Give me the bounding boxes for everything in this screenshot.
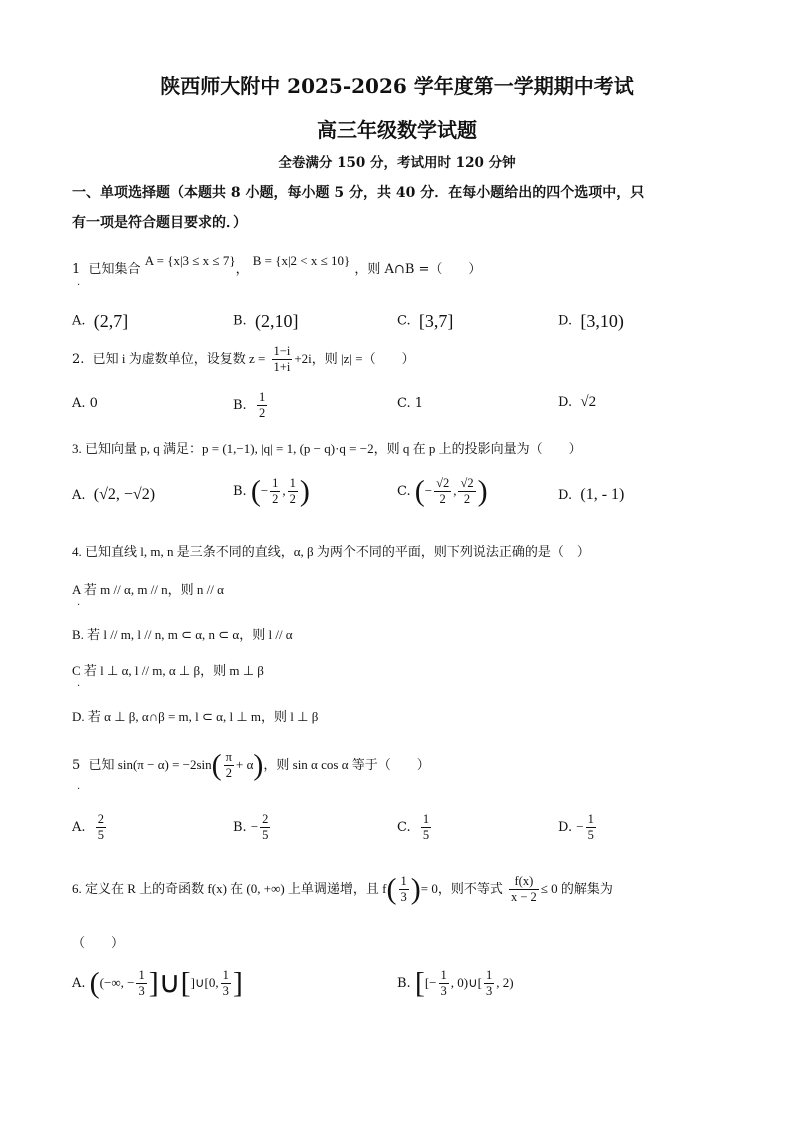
q1-prefix: 已知集合: [88, 262, 141, 277]
q3-option-a[interactable]: A. (√2, −√2): [72, 486, 156, 503]
q1-set-a: A = {x|3 ≤ x ≤ 7}: [144, 253, 236, 268]
section-heading-line2: 有一项是符合题目要求的．）: [72, 215, 247, 231]
q4-option-a[interactable]: A 若 m // α, m // n，则 n // α: [72, 582, 224, 597]
q1-option-b[interactable]: B. (2,10]: [233, 311, 299, 331]
q5-option-c[interactable]: C. $\frac{1}{5}$: [397, 812, 430, 842]
q1-option-d[interactable]: D. [3,10): [558, 311, 624, 331]
q1-option-a[interactable]: A. (2,7]: [72, 311, 129, 331]
section-heading-line1: 一、单项选择题（本题共 8 小题，每小题 5 分，共 40 分．在每小题给出的四个选项中，只: [72, 185, 645, 201]
question-5: 5 已知 sin(π − α) = −2sin( $\frac{\pi}{2}$ + α)，则 sin α cos α 等于（ ）: [72, 748, 430, 782]
q4-option-d[interactable]: D. 若 α ⊥ β, α∩β = m, l ⊂ α, l ⊥ m，则 l ⊥ β: [72, 709, 319, 724]
q4-option-c[interactable]: C 若 l ⊥ α, l // m, α ⊥ β，则 m ⊥ β: [72, 663, 264, 678]
q4-option-b[interactable]: B. 若 l // m, l // n, m ⊂ α, n ⊂ α，则 l // α: [72, 627, 293, 642]
q6-option-b[interactable]: B. [[− $\frac{1}{3}$ , 0)∪[ $\frac{1}{3}$ , 2): [397, 966, 514, 1000]
q1-set-b: B = {x|2 < x ≤ 10}: [252, 253, 351, 268]
q1-tail: ，则 A∩B =（ ）: [354, 262, 482, 277]
q5-option-a[interactable]: A. $\frac{2}{5}$: [72, 812, 105, 842]
q6-option-a[interactable]: A. ((−∞, − $\frac{1}{3}$ ]∪[]∪[0, $\frac{1}{3}$ ]: [72, 966, 243, 1000]
q1-number: 1: [72, 262, 81, 277]
question-1: 1 已知集合 A = {x|3 ≤ x ≤ 7}， B = {x|2 < x ≤ 10} ，则 A∩B =（ ）: [72, 253, 482, 277]
q6-answer-paren: （ ）: [72, 936, 125, 951]
q2-option-c[interactable]: C. 1: [397, 396, 424, 411]
q2-option-b[interactable]: B. $\frac{1}{2}$: [233, 390, 266, 420]
question-2: 2. 已知 i 为虚数单位，设复数 z = $\frac{1-i}{1+i}$ +2i，则 |z| =（ ）: [72, 344, 415, 374]
q1-option-c[interactable]: C. [3,7]: [397, 311, 454, 331]
q2-option-a[interactable]: A. 0: [72, 396, 98, 411]
question-4: 4. 已知直线 l, m, n 是三条不同的直线，α, β 为两个不同的平面，则下列说法正确的是（ ）: [72, 544, 590, 559]
q3-option-b[interactable]: B. (− $\frac{1}{2}$ , $\frac{1}{2}$ ): [233, 474, 310, 508]
q2-option-d[interactable]: D. √2: [558, 394, 597, 410]
exam-info: 全卷满分 150 分，考试用时 120 分钟: [278, 155, 516, 171]
q3-option-d[interactable]: D. (1, - 1): [558, 486, 625, 503]
question-6: 6. 定义在 R 上的奇函数 f(x) 在 (0, +∞) 上单调递增，且 f( $\frac{1}{3}$ )= 0，则不等式 $\frac{f(x)}{x - 2}$ ≤ 0 的解集为: [72, 872, 613, 906]
q5-option-b[interactable]: B. − $\frac{2}{5}$: [233, 812, 269, 842]
q3-option-c[interactable]: C. (− $\frac{√2}{2}$ , $\frac{√2}{2}$ ): [397, 474, 488, 508]
question-3: 3. 已知向量 p, q 满足：p = (1,−1), |q| = 1, (p − q)·q = −2，则 q 在 p 上的投影向量为（ ）: [72, 441, 582, 456]
q2-fraction: $\frac{1-i}{1+i}$: [273, 344, 291, 374]
exam-subtitle: 高三年级数学试题: [317, 118, 477, 142]
q5-option-d[interactable]: D. − $\frac{1}{5}$: [558, 812, 594, 842]
exam-title: 陕西师大附中 2025-2026 学年度第一学期期中考试: [160, 74, 634, 98]
